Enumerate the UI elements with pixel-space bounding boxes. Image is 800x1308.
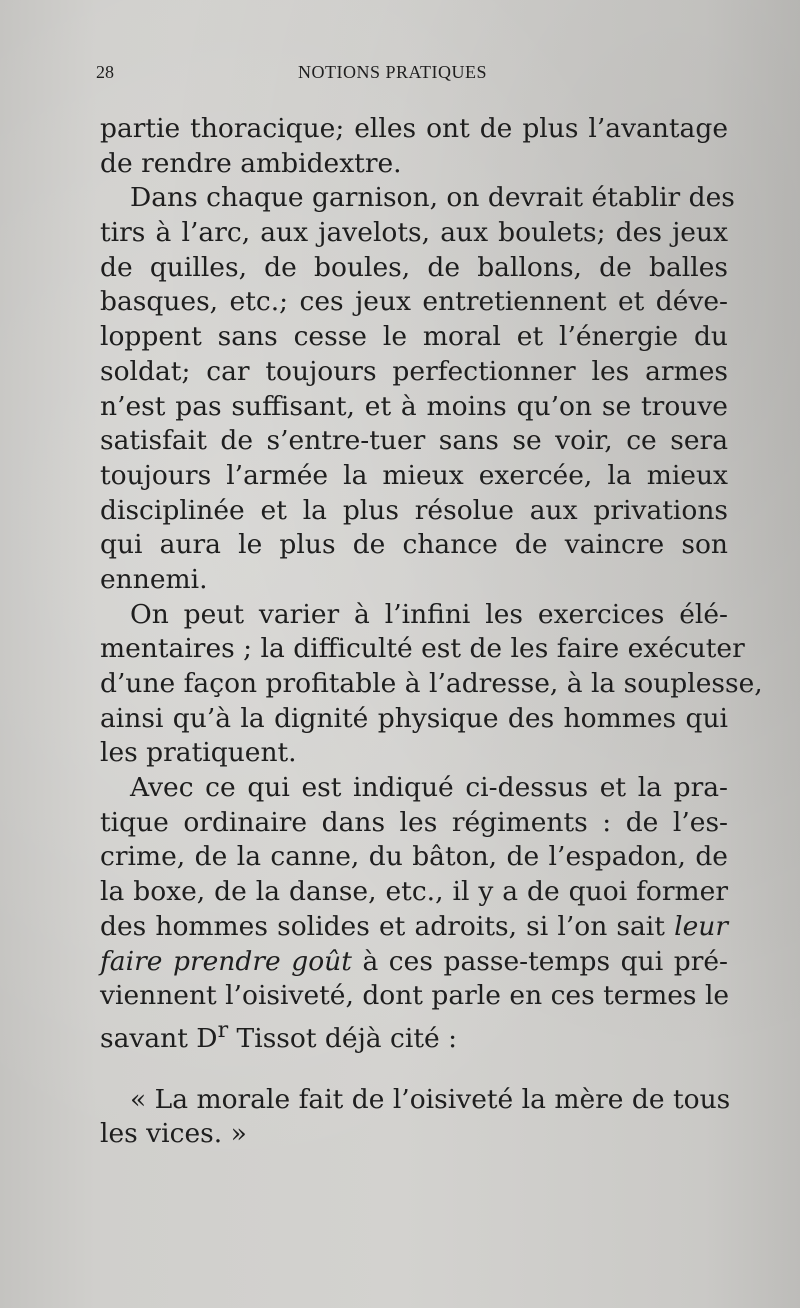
text-run: savant D xyxy=(100,1022,218,1054)
paragraph-1 xyxy=(100,112,728,181)
paragraph-4 xyxy=(100,771,730,1054)
text-line: ennemi. xyxy=(100,563,208,595)
text-line: viennent l’oisiveté, dont parle en ces termes le xyxy=(100,980,730,1012)
quotation xyxy=(100,1083,731,1152)
text-line: toujours l’armée la mieux exercée, la mieux xyxy=(100,459,728,491)
text-line: loppent sans cesse le moral et l’énergie du xyxy=(100,321,728,353)
text-line: crime, de la canne, du bâton, de l’espadon, de xyxy=(100,841,728,873)
text-line: la boxe, de la danse, etc., il y a de quoi former xyxy=(100,876,728,908)
text-line: partie thoracique; elles ont de plus l’avantage xyxy=(100,113,728,144)
italic-run: faire prendre goût xyxy=(100,945,352,977)
text-line xyxy=(100,945,728,980)
text-line: disciplinée et la plus résolue aux privations xyxy=(100,494,728,526)
text-line: Dans chaque garnison, on devrait établir des xyxy=(130,182,735,214)
paragraph-3 xyxy=(100,598,763,771)
text-run: à ces passe-temps qui pré- xyxy=(362,945,729,977)
text-line: tique ordinaire dans les régiments : de l’es- xyxy=(100,806,728,838)
text-line: d’une façon profitable à l’adresse, à la souplesse, xyxy=(100,668,763,699)
text-line: soldat; car toujours perfectionner les armes xyxy=(100,355,728,387)
italic-run: leur xyxy=(674,910,728,942)
text-run: Tissot déjà cité : xyxy=(228,1022,458,1054)
body-text xyxy=(100,112,763,1152)
running-head xyxy=(96,62,736,92)
text-line: satisfait de s’entre-tuer sans se voir, ce sera xyxy=(100,425,728,457)
text-line: « La morale fait de l’oisiveté la mère de tous xyxy=(130,1083,731,1115)
text-line: mentaires ; la difficulté est de les faire exécuter xyxy=(100,633,745,665)
text-line: les vices. » xyxy=(100,1118,247,1150)
page-number: 28 xyxy=(96,62,114,82)
text-line: tirs à l’arc, aux javelots, aux boulets; des jeux xyxy=(100,217,728,249)
text-run: des hommes solides et adroits, si l’on sait xyxy=(100,910,665,942)
text-line xyxy=(100,910,728,945)
running-title: NOTIONS PRATIQUES xyxy=(298,62,488,82)
text-line: n’est pas suffisant, et à moins qu’on se trouve xyxy=(100,390,728,422)
text-line: de rendre ambidextre. xyxy=(100,147,402,179)
text-line: basques, etc.; ces jeux entretiennent et déve- xyxy=(100,286,728,318)
text-line: Avec ce qui est indiqué ci-dessus et la pra- xyxy=(130,772,728,804)
text-line: qui aura le plus de chance de vaincre son xyxy=(100,529,728,561)
paragraph-2 xyxy=(100,181,735,597)
text-line: On peut varier à l’infini les exercices élé- xyxy=(130,598,728,630)
text-line: les pratiquent. xyxy=(100,737,297,769)
text-line xyxy=(100,1014,728,1054)
superscript: r xyxy=(217,1017,229,1043)
text-line: de quilles, de boules, de ballons, de balles xyxy=(100,251,728,283)
text-line: ainsi qu’à la dignité physique des hommes qui xyxy=(100,702,728,734)
